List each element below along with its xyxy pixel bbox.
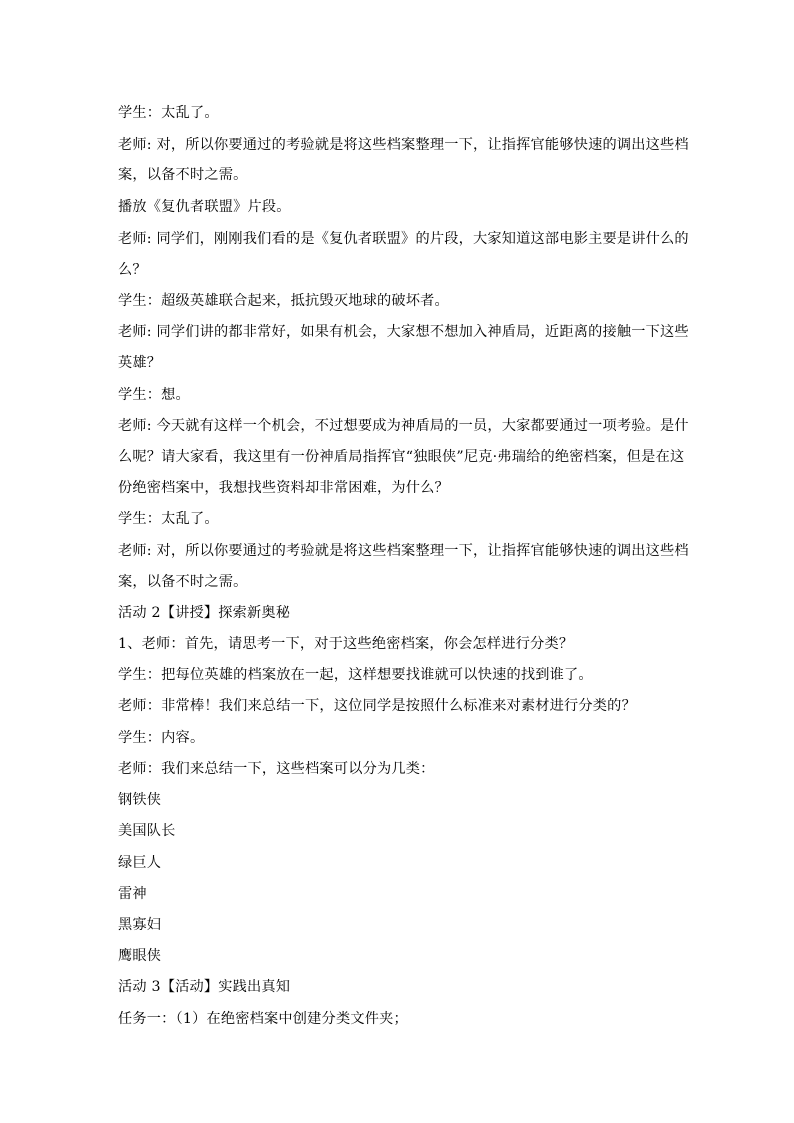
list-item: 鹰眼侠 [118,948,162,964]
paragraph-line: 份绝密档案中，我想找些资料却非常困难，为什么？ [118,480,449,496]
list-item: 钢铁侠 [118,792,162,808]
paragraph-line: 老师: 今天就有这样一个机会，不过想要成为神盾局的一员，大家都要通过一项考验。是什 [118,418,689,434]
paragraph-line: 任务一：（1）在绝密档案中创建分类文件夹； [118,1011,408,1027]
paragraph-line: 老师: 对，所以你要通过的考验就是将这些档案整理一下，让指挥官能够快速的调出这些档 [118,543,689,559]
paragraph-line: 老师：非常棒！我们来总结一下，这位同学是按照什么标准来对素材进行分类的？ [118,698,636,714]
section-heading: 活动 3【活动】实践出真知 [118,979,291,995]
paragraph-line: 么呢？请大家看，我这里有一份神盾局指挥官“独眼侠”尼克·弗瑞给的绝密档案，但是在这 [118,449,685,465]
list-item: 绿巨人 [118,855,162,871]
paragraph-line: 老师: 同学们，刚刚我们看的是《复仇者联盟》的片段，大家知道这部电影主要是讲什么的 [118,231,689,247]
paragraph-line: 学生：内容。 [118,730,205,746]
list-item: 美国队长 [118,823,176,839]
paragraph-line: 案，以备不时之需。 [118,167,248,183]
paragraph-line: 学生：超级英雄联合起来，抵抗毁灭地球的破坏者。 [118,293,449,309]
paragraph-line: 么？ [118,262,147,278]
paragraph-line: 1、老师：首先，请思考一下，对于这些绝密档案，你会怎样进行分类？ [118,636,574,652]
paragraph-line: 学生：把每位英雄的档案放在一起，这样想要找谁就可以快速的找到谁了。 [118,667,593,683]
paragraph-line: 学生：太乱了。 [118,105,219,121]
list-item: 黑寡妇 [118,917,162,933]
paragraph-line: 学生：太乱了。 [118,511,219,527]
paragraph-line: 老师：我们来总结一下，这些档案可以分为几类： [118,761,435,777]
list-item: 雷神 [118,886,147,902]
paragraph-line: 老师: 同学们讲的都非常好，如果有机会，大家想不想加入神盾局，近距离的接触一下这些 [118,324,689,340]
paragraph-line: 案，以备不时之需。 [118,574,248,590]
paragraph-line: 学生：想。 [118,387,190,403]
paragraph-line: 英雄？ [118,355,162,371]
paragraph-line: 播放《复仇者联盟》片段。 [118,199,291,215]
paragraph-line: 老师: 对，所以你要通过的考验就是将这些档案整理一下，让指挥官能够快速的调出这些档 [118,137,689,153]
section-heading: 活动 2【讲授】探索新奥秘 [118,605,291,621]
